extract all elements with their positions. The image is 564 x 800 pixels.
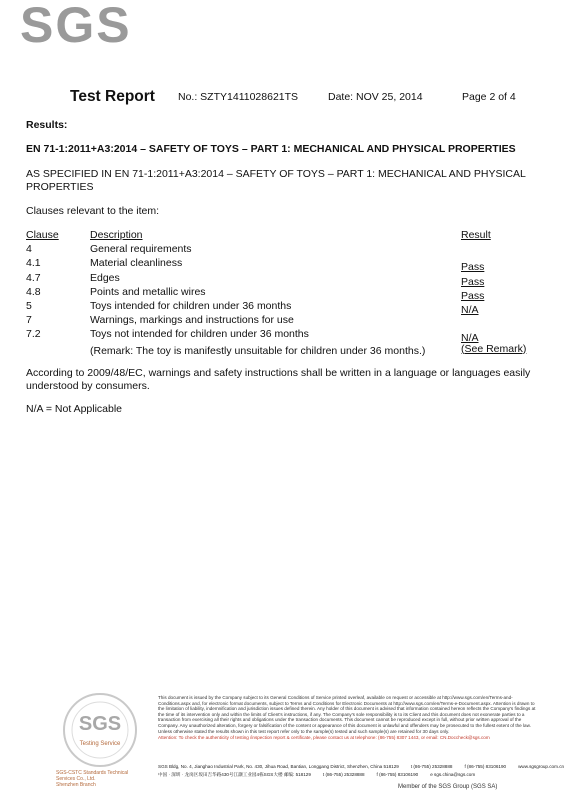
clause-cell: 4.8 bbox=[26, 285, 41, 298]
web-en: www.sgsgroup.com.cn bbox=[518, 764, 564, 769]
seal-caption bbox=[56, 770, 146, 788]
result-cell: Pass bbox=[461, 261, 485, 274]
result-cell: (See Remark) bbox=[461, 342, 527, 355]
na-note: N/A = Not Applicable bbox=[26, 403, 123, 415]
description-cell: Toys intended for children under 36 months bbox=[90, 299, 292, 312]
table-row bbox=[26, 243, 534, 257]
description-cell: Edges bbox=[90, 271, 120, 284]
results-label: Results: bbox=[26, 119, 68, 131]
footer-address bbox=[158, 763, 564, 779]
clause-header: Clause bbox=[26, 229, 59, 241]
clause-cell: 4.7 bbox=[26, 271, 41, 284]
clause-cell: 7.2 bbox=[26, 328, 41, 341]
seal-text: SGS bbox=[78, 713, 122, 735]
table-row bbox=[26, 272, 534, 286]
fax-cn: f (86-755) 83106190 bbox=[376, 772, 419, 777]
clause-cell: 4.1 bbox=[26, 257, 41, 270]
seal-caption-line1: SGS-CSTC Standards Technical Services Co., Ltd. bbox=[56, 770, 129, 782]
description-cell: Points and metallic wires bbox=[90, 285, 206, 298]
description-cell: Toys not intended for children under 36 months bbox=[90, 328, 309, 341]
page-indicator: Page 2 of 4 bbox=[462, 91, 516, 103]
result-cell: Pass bbox=[461, 275, 485, 288]
address-en: SGS Bldg, No. 4, Jianghao Industrial Park, No. 430, Jihua Road, Bantian, Longgang District, Shenzhen, China 518129 bbox=[158, 764, 399, 769]
description-cell: (Remark: The toy is manifestly unsuitable for children under 36 months.) bbox=[90, 344, 426, 357]
seal-caption-line2: Shenzhen Branch bbox=[56, 782, 96, 788]
address-line-en bbox=[158, 763, 564, 771]
report-number: No.: SZTY1411028621TS bbox=[178, 91, 299, 103]
fax-en: f (86-755) 83106190 bbox=[464, 764, 507, 769]
clause-cell: 4 bbox=[26, 243, 32, 256]
table-row bbox=[26, 328, 534, 345]
as-specified-text: AS SPECIFIED IN EN 71-1:2011+A3:2014 – SAFETY OF TOYS – PART 1: MECHANICAL AND PHYSICAL PROPERTIES bbox=[26, 168, 526, 193]
table-row bbox=[26, 300, 534, 314]
table-row bbox=[26, 257, 534, 274]
description-cell: General requirements bbox=[90, 243, 192, 256]
result-cell: N/A bbox=[461, 303, 479, 316]
result-cell: N/A bbox=[461, 332, 479, 345]
clause-cell: 7 bbox=[26, 314, 32, 327]
web-cn: e sgs.china@sgs.com bbox=[430, 772, 476, 777]
report-header bbox=[0, 88, 558, 110]
description-header: Description bbox=[90, 229, 143, 241]
clauses-intro: Clauses relevant to the item: bbox=[26, 205, 160, 217]
phone-cn: t (86-755) 25328888 bbox=[322, 772, 365, 777]
result-header: Result bbox=[461, 229, 491, 241]
clause-cell: 5 bbox=[26, 299, 32, 312]
table-row bbox=[26, 343, 534, 357]
logo-text: SGS bbox=[20, 0, 132, 53]
attention-text: Attention: To check the authenticity of testing /inspection report & certificate, please contact us at telephone: (86-755) 8307 1443, or email: CN.Doccheck@sgs.com bbox=[158, 735, 490, 741]
sgs-logo bbox=[18, 2, 130, 51]
seal-sub: Testing Service bbox=[79, 741, 121, 747]
directive-note: According to 2009/48/EC, warnings and safety instructions shall be written in a language or languages easily understood by consumers. bbox=[26, 367, 531, 392]
standard-heading: EN 71-1:2011+A3:2014 – SAFETY OF TOYS – PART 1: MECHANICAL AND PHYSICAL PROPERTIES bbox=[26, 143, 516, 155]
address-cn: 中国 · 深圳 · 龙岗区坂田吉华路430号江灏工业园4栋SGS大楼 邮编: 518129 bbox=[158, 772, 311, 777]
clauses-table bbox=[26, 229, 534, 357]
result-cell: Pass bbox=[461, 289, 485, 302]
report-title: Test Report bbox=[70, 88, 155, 105]
disclaimer-text: This document is issued by the Company subject to its General Conditions of Service printed overleaf, available on request or accessible at http://www.sgs.com/en/Terms-and-Conditions.aspx and, for electronic format documents, subject to Terms and Conditions for Electronic Documents at http://www.sgs.com/en/Terms-e-Document.aspx. Attention is drawn to the limitation of liability, indemnification and jurisdiction issues defined therein. Any holder of this document is advised that information contained hereon reflects the Company's findings at the time of its intervention only and within the limits of Client's instructions, if any. The Company's sole responsibility is to its Client and this document does not exonerate parties to a transaction from exercising all their rights and obligations under the transaction documents. This document cannot be reproduced except in full, without prior written approval of the Company. Any unauthorized alteration, forgery or falsification of the content or appearance of this document is unlawful and offenders may be prosecuted to the fullest extent of the law. Unless otherwise stated the results shown in this test report refer only to the sample(s) tested and such sample(s) are retained for 30 days only. bbox=[158, 695, 536, 734]
report-date: Date: NOV 25, 2014 bbox=[328, 91, 423, 103]
table-header-row bbox=[26, 229, 534, 243]
footer-disclaimer bbox=[158, 695, 538, 741]
description-cell: Warnings, markings and instructions for use bbox=[90, 314, 294, 327]
phone-en: t (86-755) 25328888 bbox=[410, 764, 453, 769]
member-text: Member of the SGS Group (SGS SA) bbox=[398, 784, 498, 790]
address-line-cn bbox=[158, 771, 538, 779]
table-row bbox=[26, 286, 534, 300]
description-cell: Material cleanliness bbox=[90, 257, 183, 270]
table-row bbox=[26, 314, 534, 328]
